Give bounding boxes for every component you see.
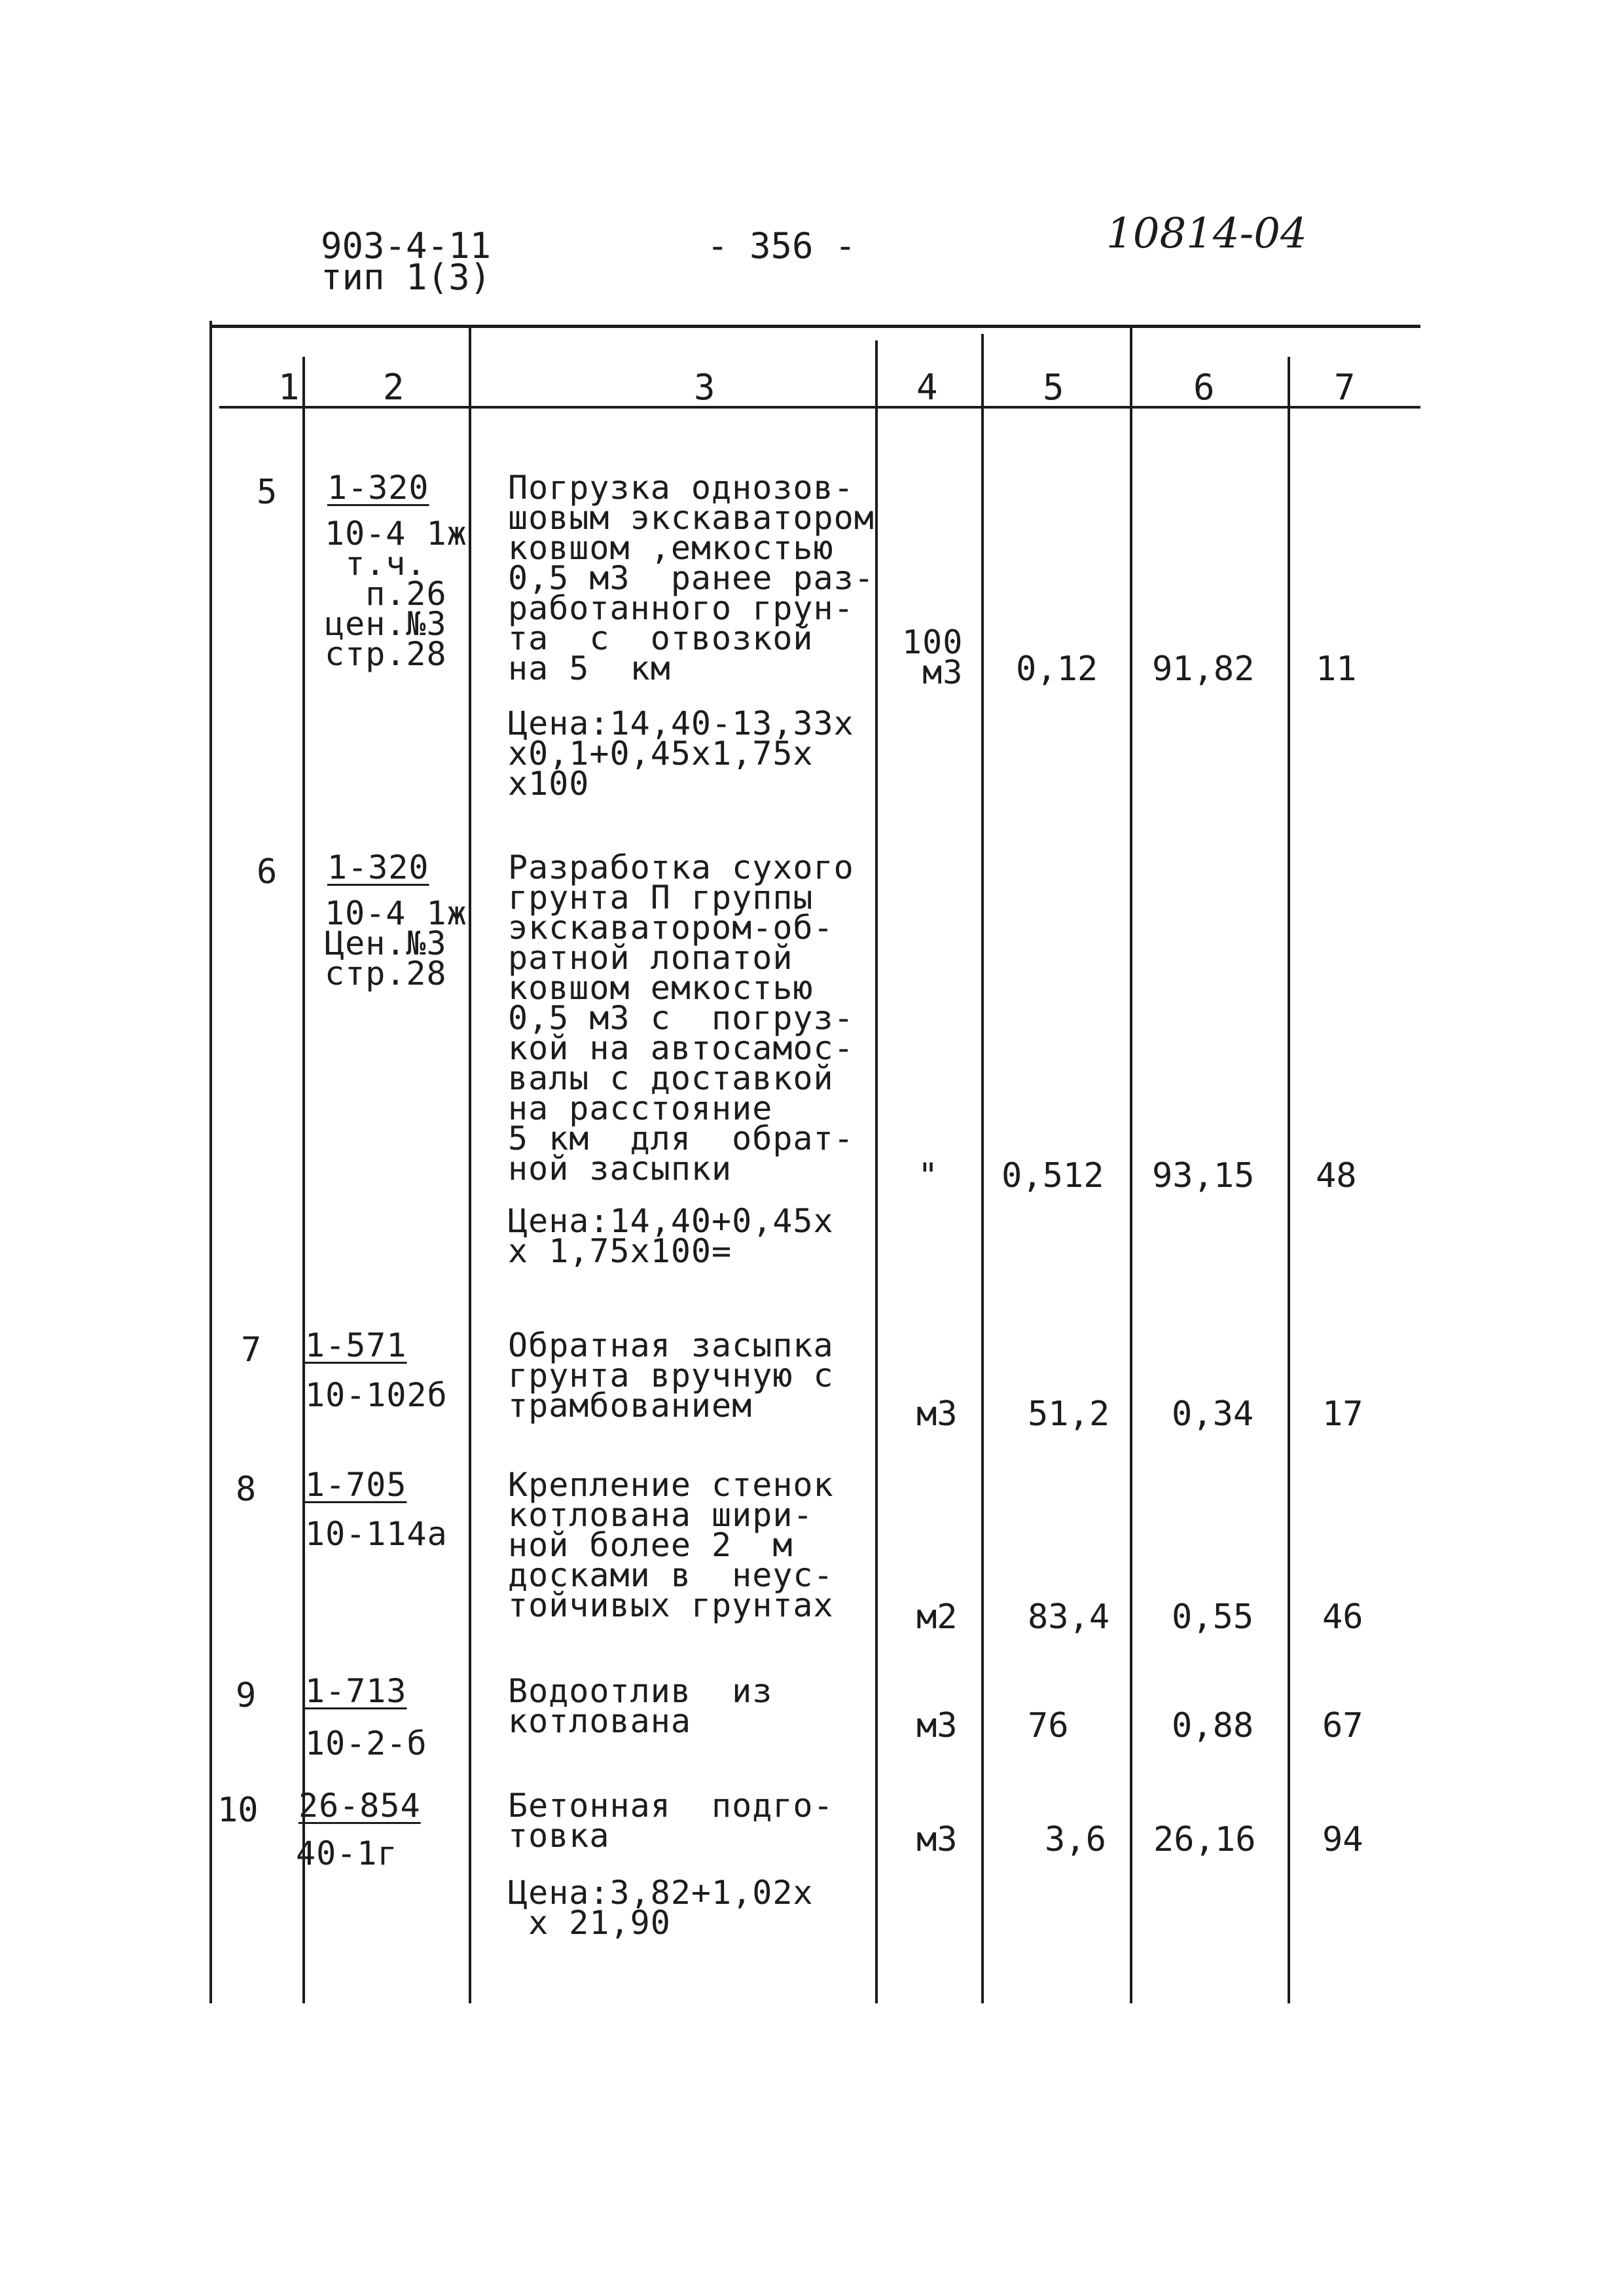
handwritten-reference: 10814-04	[1106, 210, 1307, 258]
quantity: 76	[1028, 1706, 1069, 1745]
left-border	[209, 321, 212, 2003]
column-header: 5	[1043, 367, 1064, 408]
unit-price: 0,55	[1172, 1597, 1254, 1637]
unit: м3	[916, 1394, 958, 1434]
column-divider-6	[1288, 357, 1290, 2003]
column-divider-5	[1130, 327, 1132, 2003]
unit-price: 93,15	[1152, 1156, 1255, 1195]
column-header: 4	[916, 367, 938, 408]
work-description: Разработка сухого грунта П группы экскаватором-об- ратной лопатой ковшом емкостью 0,5 м3 с погруз- кой на автосамос- валы с доставкой на расстояние 5 км для обрат- ной засыпки	[508, 848, 854, 1188]
norm-code: 1-705	[305, 1466, 407, 1504]
top-rule	[209, 325, 1420, 328]
quantity: 83,4	[1028, 1597, 1110, 1637]
row-number: 9	[236, 1676, 257, 1715]
norm-reference: 10-102б	[305, 1376, 448, 1414]
unit: м3	[916, 1706, 958, 1745]
column-divider-4	[981, 334, 984, 2003]
row-number: 10	[217, 1791, 259, 1830]
document-code: 903-4-11	[321, 225, 492, 266]
unit-price: 0,88	[1172, 1706, 1254, 1745]
work-description: Крепление стенок котлована шири- ной более 2 м досками в неус- тойчивых грунтах	[508, 1466, 834, 1624]
row-number: 6	[257, 852, 278, 892]
price-calculation: Цена:14,40-13,33х х0,1+0,45х1,75х х100	[508, 704, 854, 803]
work-description: Погрузка однозов- шовым экскаватором ковшом ,емкостью 0,5 м3 ранее раз- работанного грун- та с отвозкой на 5 км	[508, 469, 875, 687]
work-description: Бетонная подго- товка	[508, 1787, 834, 1855]
norm-reference: 10-114а	[305, 1515, 448, 1553]
norm-reference: 40-1г	[296, 1834, 398, 1872]
row-number: 5	[257, 473, 278, 512]
unit: м3	[916, 1820, 958, 1859]
column-header: 7	[1334, 367, 1356, 408]
page-number: - 356 -	[707, 225, 856, 266]
norm-reference: 10-4 1ж т.ч. п.26 цен.№3 стр.28	[325, 515, 467, 673]
unit-price: 91,82	[1152, 649, 1255, 689]
norm-code: 1-320	[327, 848, 429, 886]
total-cost: 17	[1322, 1394, 1363, 1434]
column-header: 2	[383, 367, 405, 408]
work-description: Водоотлив из котлована	[508, 1672, 773, 1740]
norm-reference: 10-2-б	[305, 1724, 427, 1762]
column-header: 6	[1193, 367, 1215, 408]
norm-reference: 10-4 1ж Цен.№3 стр.28	[325, 894, 467, 993]
unit: "	[918, 1156, 939, 1195]
column-header: 1	[278, 367, 300, 408]
unit-price: 26,16	[1153, 1820, 1256, 1859]
column-divider-2	[469, 327, 471, 2003]
price-calculation: Цена:14,40+0,45х х 1,75х100=	[508, 1202, 834, 1270]
quantity: 51,2	[1028, 1394, 1110, 1434]
norm-code: 26-854	[298, 1787, 421, 1825]
quantity: 3,6	[1045, 1820, 1106, 1859]
norm-code: 1-571	[305, 1326, 407, 1364]
total-cost: 11	[1316, 649, 1357, 689]
total-cost: 94	[1322, 1820, 1363, 1859]
total-cost: 46	[1322, 1597, 1363, 1637]
price-calculation: Цена:3,82+1,02х х 21,90	[508, 1874, 814, 1942]
column-divider-3	[875, 340, 878, 2003]
row-number: 7	[241, 1330, 262, 1370]
document-type: тип 1(3)	[321, 257, 492, 298]
quantity: 0,512	[1001, 1156, 1104, 1195]
column-header: 3	[694, 367, 715, 408]
norm-code: 1-320	[327, 469, 429, 507]
total-cost: 48	[1316, 1156, 1357, 1195]
unit: 100 м3	[902, 623, 964, 691]
unit-price: 0,34	[1172, 1394, 1254, 1434]
unit: м2	[916, 1597, 958, 1637]
work-description: Обратная засыпка грунта вручную с трамбованием	[508, 1326, 834, 1425]
total-cost: 67	[1322, 1706, 1363, 1745]
quantity: 0,12	[1016, 649, 1098, 689]
norm-code: 1-713	[305, 1672, 407, 1710]
row-number: 8	[236, 1470, 257, 1509]
